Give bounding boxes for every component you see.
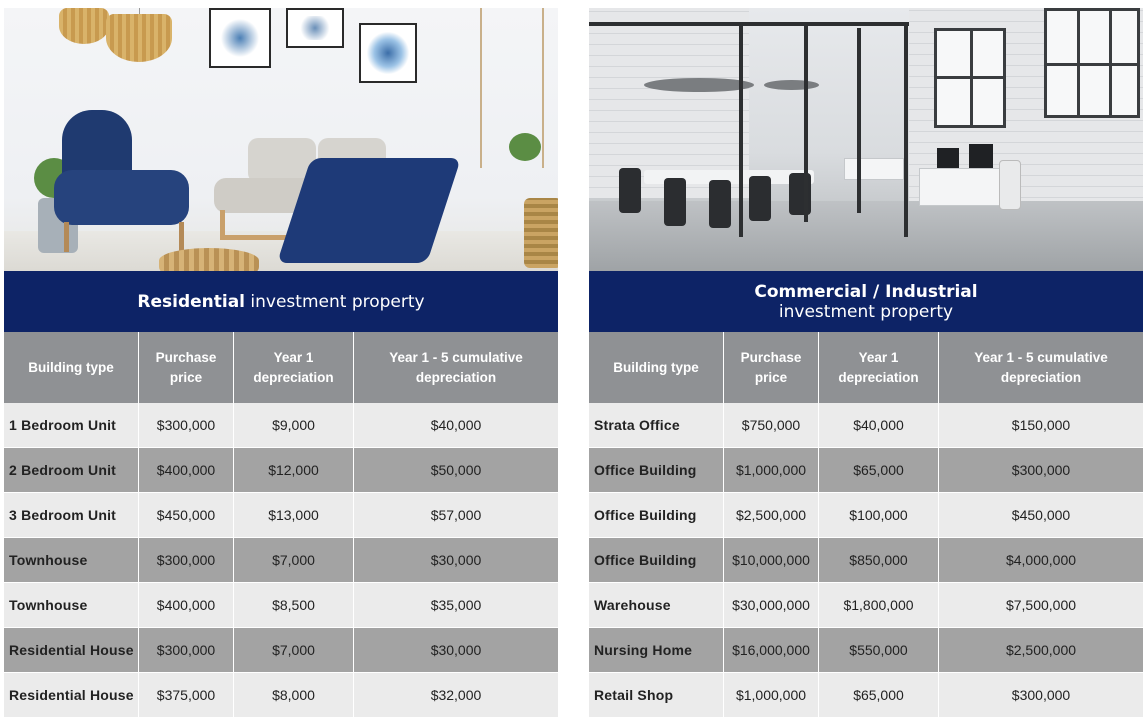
- cumulative-depreciation-cell: $150,000: [939, 403, 1143, 448]
- purchase-price-cell: $10,000,000: [724, 538, 819, 583]
- year1-depreciation-cell: $1,800,000: [819, 583, 939, 628]
- building-type-cell: 1 Bedroom Unit: [4, 403, 139, 448]
- purchase-price-cell: $300,000: [139, 538, 234, 583]
- commercial-panel: [589, 8, 1143, 718]
- table-row: [4, 583, 558, 628]
- building-type-cell: Townhouse: [4, 583, 139, 628]
- pendant-lamp: [106, 14, 172, 62]
- year1-depreciation-cell: $8,500: [234, 583, 354, 628]
- column-header: Building type: [4, 332, 139, 403]
- cumulative-depreciation-cell: $57,000: [354, 493, 558, 538]
- building-type-cell: Townhouse: [4, 538, 139, 583]
- purchase-price-cell: $450,000: [139, 493, 234, 538]
- year1-depreciation-cell: $850,000: [819, 538, 939, 583]
- year1-depreciation-cell: $65,000: [819, 448, 939, 493]
- pendant-lamp: [59, 8, 109, 44]
- building-type-cell: Strata Office: [589, 403, 724, 448]
- building-type-cell: Office Building: [589, 493, 724, 538]
- window: [1044, 8, 1140, 118]
- potted-plant: [509, 133, 541, 161]
- purchase-price-cell: $300,000: [139, 403, 234, 448]
- cumulative-depreciation-cell: $30,000: [354, 538, 558, 583]
- wall-art-frame: [209, 8, 271, 68]
- year1-depreciation-cell: $12,000: [234, 448, 354, 493]
- building-type-cell: Office Building: [589, 448, 724, 493]
- building-type-cell: Residential House: [4, 628, 139, 673]
- year1-depreciation-cell: $65,000: [819, 673, 939, 718]
- table-row: [589, 448, 1143, 493]
- wicker-pouf: [159, 248, 259, 271]
- column-header: Purchase price: [724, 332, 819, 403]
- pendant-light: [644, 78, 754, 92]
- column-header: Year 1 - 5 cumulative depreciation: [354, 332, 558, 403]
- table-row: [4, 448, 558, 493]
- office-desk: [919, 168, 1009, 206]
- cumulative-depreciation-cell: $50,000: [354, 448, 558, 493]
- year1-depreciation-cell: $550,000: [819, 628, 939, 673]
- purchase-price-cell: $400,000: [139, 583, 234, 628]
- column-header: Purchase price: [139, 332, 234, 403]
- building-type-cell: Warehouse: [589, 583, 724, 628]
- wall-art-frame: [286, 8, 344, 48]
- office-desk: [844, 158, 904, 180]
- purchase-price-cell: $375,000: [139, 673, 234, 718]
- year1-depreciation-cell: $9,000: [234, 403, 354, 448]
- wall-art-frame: [359, 23, 417, 83]
- cumulative-depreciation-cell: $35,000: [354, 583, 558, 628]
- purchase-price-cell: $300,000: [139, 628, 234, 673]
- residential-title: [4, 271, 558, 332]
- title-rest: investment property: [778, 301, 954, 322]
- column-header: Year 1 depreciation: [234, 332, 354, 403]
- commercial-depreciation-table: [589, 332, 1143, 718]
- building-type-cell: Residential House: [4, 673, 139, 718]
- table-row: [589, 628, 1143, 673]
- purchase-price-cell: $1,000,000: [724, 448, 819, 493]
- cumulative-depreciation-cell: $300,000: [939, 673, 1143, 718]
- year1-depreciation-cell: $40,000: [819, 403, 939, 448]
- commercial-office-photo: [589, 8, 1143, 271]
- purchase-price-cell: $400,000: [139, 448, 234, 493]
- building-type-cell: Nursing Home: [589, 628, 724, 673]
- building-type-cell: Retail Shop: [589, 673, 724, 718]
- title-bold: Commercial / Industrial: [754, 281, 978, 302]
- table-row: [4, 628, 558, 673]
- purchase-price-cell: $750,000: [724, 403, 819, 448]
- year1-depreciation-cell: $100,000: [819, 493, 939, 538]
- table-row: [589, 673, 1143, 718]
- commercial-title: [589, 271, 1143, 332]
- table-row: [589, 403, 1143, 448]
- residential-living-room-photo: [4, 8, 558, 271]
- table-row: [4, 493, 558, 538]
- blue-armchair: [54, 110, 194, 255]
- title-bold: Residential: [137, 291, 246, 312]
- table-row: [4, 673, 558, 718]
- table-row: [4, 538, 558, 583]
- table-header-row: [589, 332, 1143, 403]
- table-row: [589, 583, 1143, 628]
- cumulative-depreciation-cell: $30,000: [354, 628, 558, 673]
- cumulative-depreciation-cell: $7,500,000: [939, 583, 1143, 628]
- residential-depreciation-table: [4, 332, 558, 718]
- purchase-price-cell: $16,000,000: [724, 628, 819, 673]
- window: [934, 28, 1006, 128]
- table-row: [589, 538, 1143, 583]
- column-header: Year 1 depreciation: [819, 332, 939, 403]
- table-header-row: [4, 332, 558, 403]
- cumulative-depreciation-cell: $300,000: [939, 448, 1143, 493]
- column-header: Year 1 - 5 cumulative depreciation: [939, 332, 1143, 403]
- purchase-price-cell: $30,000,000: [724, 583, 819, 628]
- purchase-price-cell: $2,500,000: [724, 493, 819, 538]
- purchase-price-cell: $1,000,000: [724, 673, 819, 718]
- year1-depreciation-cell: $8,000: [234, 673, 354, 718]
- year1-depreciation-cell: $13,000: [234, 493, 354, 538]
- residential-panel: [4, 8, 558, 718]
- cumulative-depreciation-cell: $4,000,000: [939, 538, 1143, 583]
- column-header: Building type: [589, 332, 724, 403]
- title-rest: investment property: [245, 291, 425, 312]
- table-row: [589, 493, 1143, 538]
- cumulative-depreciation-cell: $32,000: [354, 673, 558, 718]
- building-type-cell: Office Building: [589, 538, 724, 583]
- cumulative-depreciation-cell: $2,500,000: [939, 628, 1143, 673]
- cumulative-depreciation-cell: $40,000: [354, 403, 558, 448]
- year1-depreciation-cell: $7,000: [234, 628, 354, 673]
- pendant-light: [764, 80, 819, 90]
- wicker-basket: [524, 198, 558, 268]
- building-type-cell: 3 Bedroom Unit: [4, 493, 139, 538]
- year1-depreciation-cell: $7,000: [234, 538, 354, 583]
- table-row: [4, 403, 558, 448]
- building-type-cell: 2 Bedroom Unit: [4, 448, 139, 493]
- cumulative-depreciation-cell: $450,000: [939, 493, 1143, 538]
